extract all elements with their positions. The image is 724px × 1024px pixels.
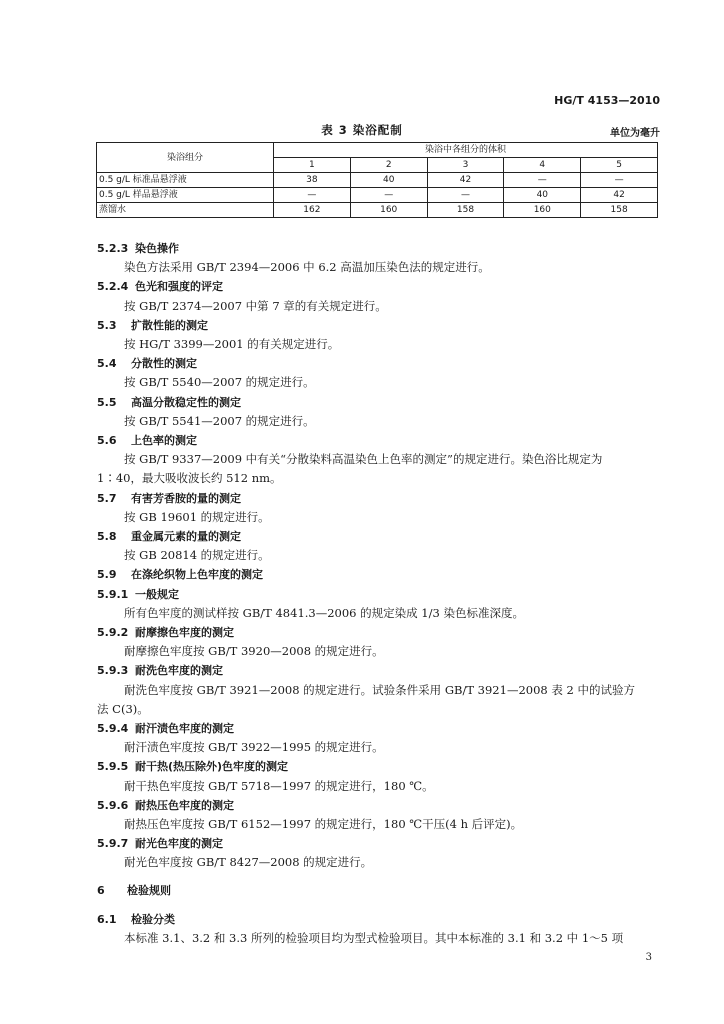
section-title: 扩散性能的测定 (131, 318, 208, 332)
paragraph-line: 按 GB/T 9337—2009 中有关“分散染料高温染色上色率的测定”的规定进行。染色浴比规定为 (124, 452, 603, 467)
section-number: 5.9.1 (97, 587, 129, 601)
table-title: 表 3 染浴配制 (321, 123, 403, 137)
section-heading (97, 490, 241, 506)
section-number: 6.1 (97, 912, 117, 926)
section-heading (97, 394, 241, 410)
section-title: 耐摩擦色牢度的测定 (135, 626, 234, 639)
section-number: 5.4 (97, 357, 117, 371)
section-number: 5.7 (97, 491, 117, 505)
section-heading (97, 624, 234, 640)
section-title: 在涤纶织物上色牢度的测定 (131, 568, 263, 582)
section-title: 染色操作 (135, 242, 179, 255)
section-heading (97, 911, 175, 927)
section-number: 5.9.2 (97, 626, 129, 639)
paragraph-line: 所有色牢度的测试样按 GB/T 4841.3—2006 的规定染成 1/3 染色标准深度。 (124, 605, 524, 620)
section-number: 5.3 (97, 318, 117, 332)
table-cell: — (274, 188, 351, 203)
section-number: 5.2.3 (97, 242, 129, 255)
paragraph-line: 按 GB/T 5540—2007 的规定进行。 (124, 375, 315, 390)
table-cell: 162 (274, 203, 351, 218)
row-label: 0.5 g/L 标准品悬浮液 (97, 173, 274, 188)
section-number: 5.5 (97, 395, 117, 409)
section-title: 重金属元素的量的测定 (131, 530, 241, 543)
section-title: 色光和强度的评定 (135, 280, 223, 294)
section-title: 上色率的测定 (131, 434, 197, 447)
paragraph-line: 耐洗色牢度按 GB/T 3921—2008 的规定进行。试验条件采用 GB/T 3921—2008 表 2 中的试验方 (124, 682, 635, 697)
section-number: 6 (97, 883, 105, 897)
paragraph-line: 染色方法采用 GB/T 2394—2006 中 6.2 高温加压染色法的规定进行。 (124, 260, 490, 275)
table-cell: 42 (427, 173, 504, 188)
table-col-header: 1 (274, 158, 351, 173)
paragraph-line: 按 HG/T 3399—2001 的有关规定进行。 (124, 337, 340, 351)
paragraph-line: 耐汗渍色牢度按 GB/T 3922—1995 的规定进行。 (124, 740, 384, 755)
paragraph-line: 1∶40，最大吸收波长约 512 nm。 (97, 471, 282, 486)
dye-bath-table (96, 142, 658, 218)
table-cell: — (350, 188, 427, 203)
section-title: 耐光色牢度的测定 (135, 837, 223, 851)
section-heading (97, 882, 171, 898)
table-cell: — (427, 188, 504, 203)
section-heading (97, 432, 197, 448)
table-unit: 单位为毫升 (610, 128, 660, 139)
paragraph-line: 耐干热色牢度按 GB/T 5718—1997 的规定进行，180 ℃。 (124, 778, 434, 793)
section-number: 5.9.7 (97, 837, 129, 851)
section-title: 耐干热(热压除外)色牢度的测定 (135, 760, 289, 774)
row-label: 蒸馏水 (97, 203, 274, 218)
section-number: 5.6 (97, 434, 117, 447)
section-number: 5.8 (97, 530, 117, 543)
table-cell: 40 (504, 188, 581, 203)
section-title: 一般规定 (135, 587, 179, 601)
section-number: 5.2.4 (97, 280, 129, 294)
table-row (97, 173, 658, 188)
table-cell: 42 (581, 188, 658, 203)
section-heading (97, 317, 208, 333)
table-cell: 38 (274, 173, 351, 188)
table-cell: — (504, 173, 581, 188)
standard-number: HG/T 4153—2010 (554, 94, 660, 107)
section-heading (97, 797, 234, 813)
paragraph-line: 按 GB 19601 的规定进行。 (124, 509, 270, 524)
section-title: 耐洗色牢度的测定 (135, 664, 223, 678)
section-heading (97, 758, 288, 774)
section-title: 分散性的测定 (131, 357, 197, 371)
table-group-header: 染浴中各组分的体积 (274, 143, 658, 158)
section-title: 检验分类 (131, 912, 175, 926)
paragraph-line: 按 GB/T 5541—2007 的规定进行。 (124, 413, 315, 428)
section-heading (97, 662, 223, 678)
table-cell: 158 (581, 203, 658, 218)
table-col-label: 染浴组分 (97, 143, 274, 173)
table-cell: 158 (427, 203, 504, 218)
table-col-header: 2 (350, 158, 427, 173)
page-number: 3 (645, 952, 652, 963)
section-title: 耐热压色牢度的测定 (135, 798, 234, 812)
section-heading (97, 835, 223, 851)
section-number: 5.9.5 (97, 760, 129, 774)
section-heading (97, 586, 179, 602)
section-heading (97, 355, 197, 371)
section-number: 5.9 (97, 568, 117, 582)
section-number: 5.9.3 (97, 664, 129, 678)
section-heading (97, 278, 223, 294)
table-col-header: 5 (581, 158, 658, 173)
paragraph-line: 耐摩擦色牢度按 GB/T 3920—2008 的规定进行。 (124, 644, 384, 659)
section-heading (97, 566, 263, 582)
section-title: 耐汗渍色牢度的测定 (135, 722, 234, 735)
paragraph-line: 耐光色牢度按 GB/T 8427—2008 的规定进行。 (124, 855, 373, 870)
paragraph-line: 按 GB 20814 的规定进行。 (124, 548, 270, 563)
paragraph-line: 耐热压色牢度按 GB/T 6152—1997 的规定进行，180 ℃干压(4 h 后评定)。 (124, 817, 523, 831)
section-heading (97, 720, 234, 736)
section-title: 高温分散稳定性的测定 (131, 395, 241, 409)
section-number: 5.9.4 (97, 722, 129, 735)
table-col-header: 3 (427, 158, 504, 173)
paragraph-line: 按 GB/T 2374—2007 中第 7 章的有关规定进行。 (124, 298, 387, 313)
section-title: 检验规则 (127, 883, 171, 897)
section-heading (97, 528, 241, 544)
row-label: 0.5 g/L 样品悬浮液 (97, 188, 274, 203)
table-cell: 160 (350, 203, 427, 218)
table-cell: — (581, 173, 658, 188)
table-row (97, 203, 658, 218)
section-title: 有害芳香胺的量的测定 (131, 491, 241, 505)
table-cell: 160 (504, 203, 581, 218)
table-col-header: 4 (504, 158, 581, 173)
section-number: 5.9.6 (97, 798, 129, 812)
table-cell: 40 (350, 173, 427, 188)
paragraph-line: 本标准 3.1、3.2 和 3.3 所列的检验项目均为型式检验项目。其中本标准的 3.1 和 3.2 中 1～5 项 (124, 931, 624, 945)
section-heading (97, 240, 179, 256)
table-row (97, 188, 658, 203)
paragraph-line: 法 C(3)。 (97, 701, 149, 716)
